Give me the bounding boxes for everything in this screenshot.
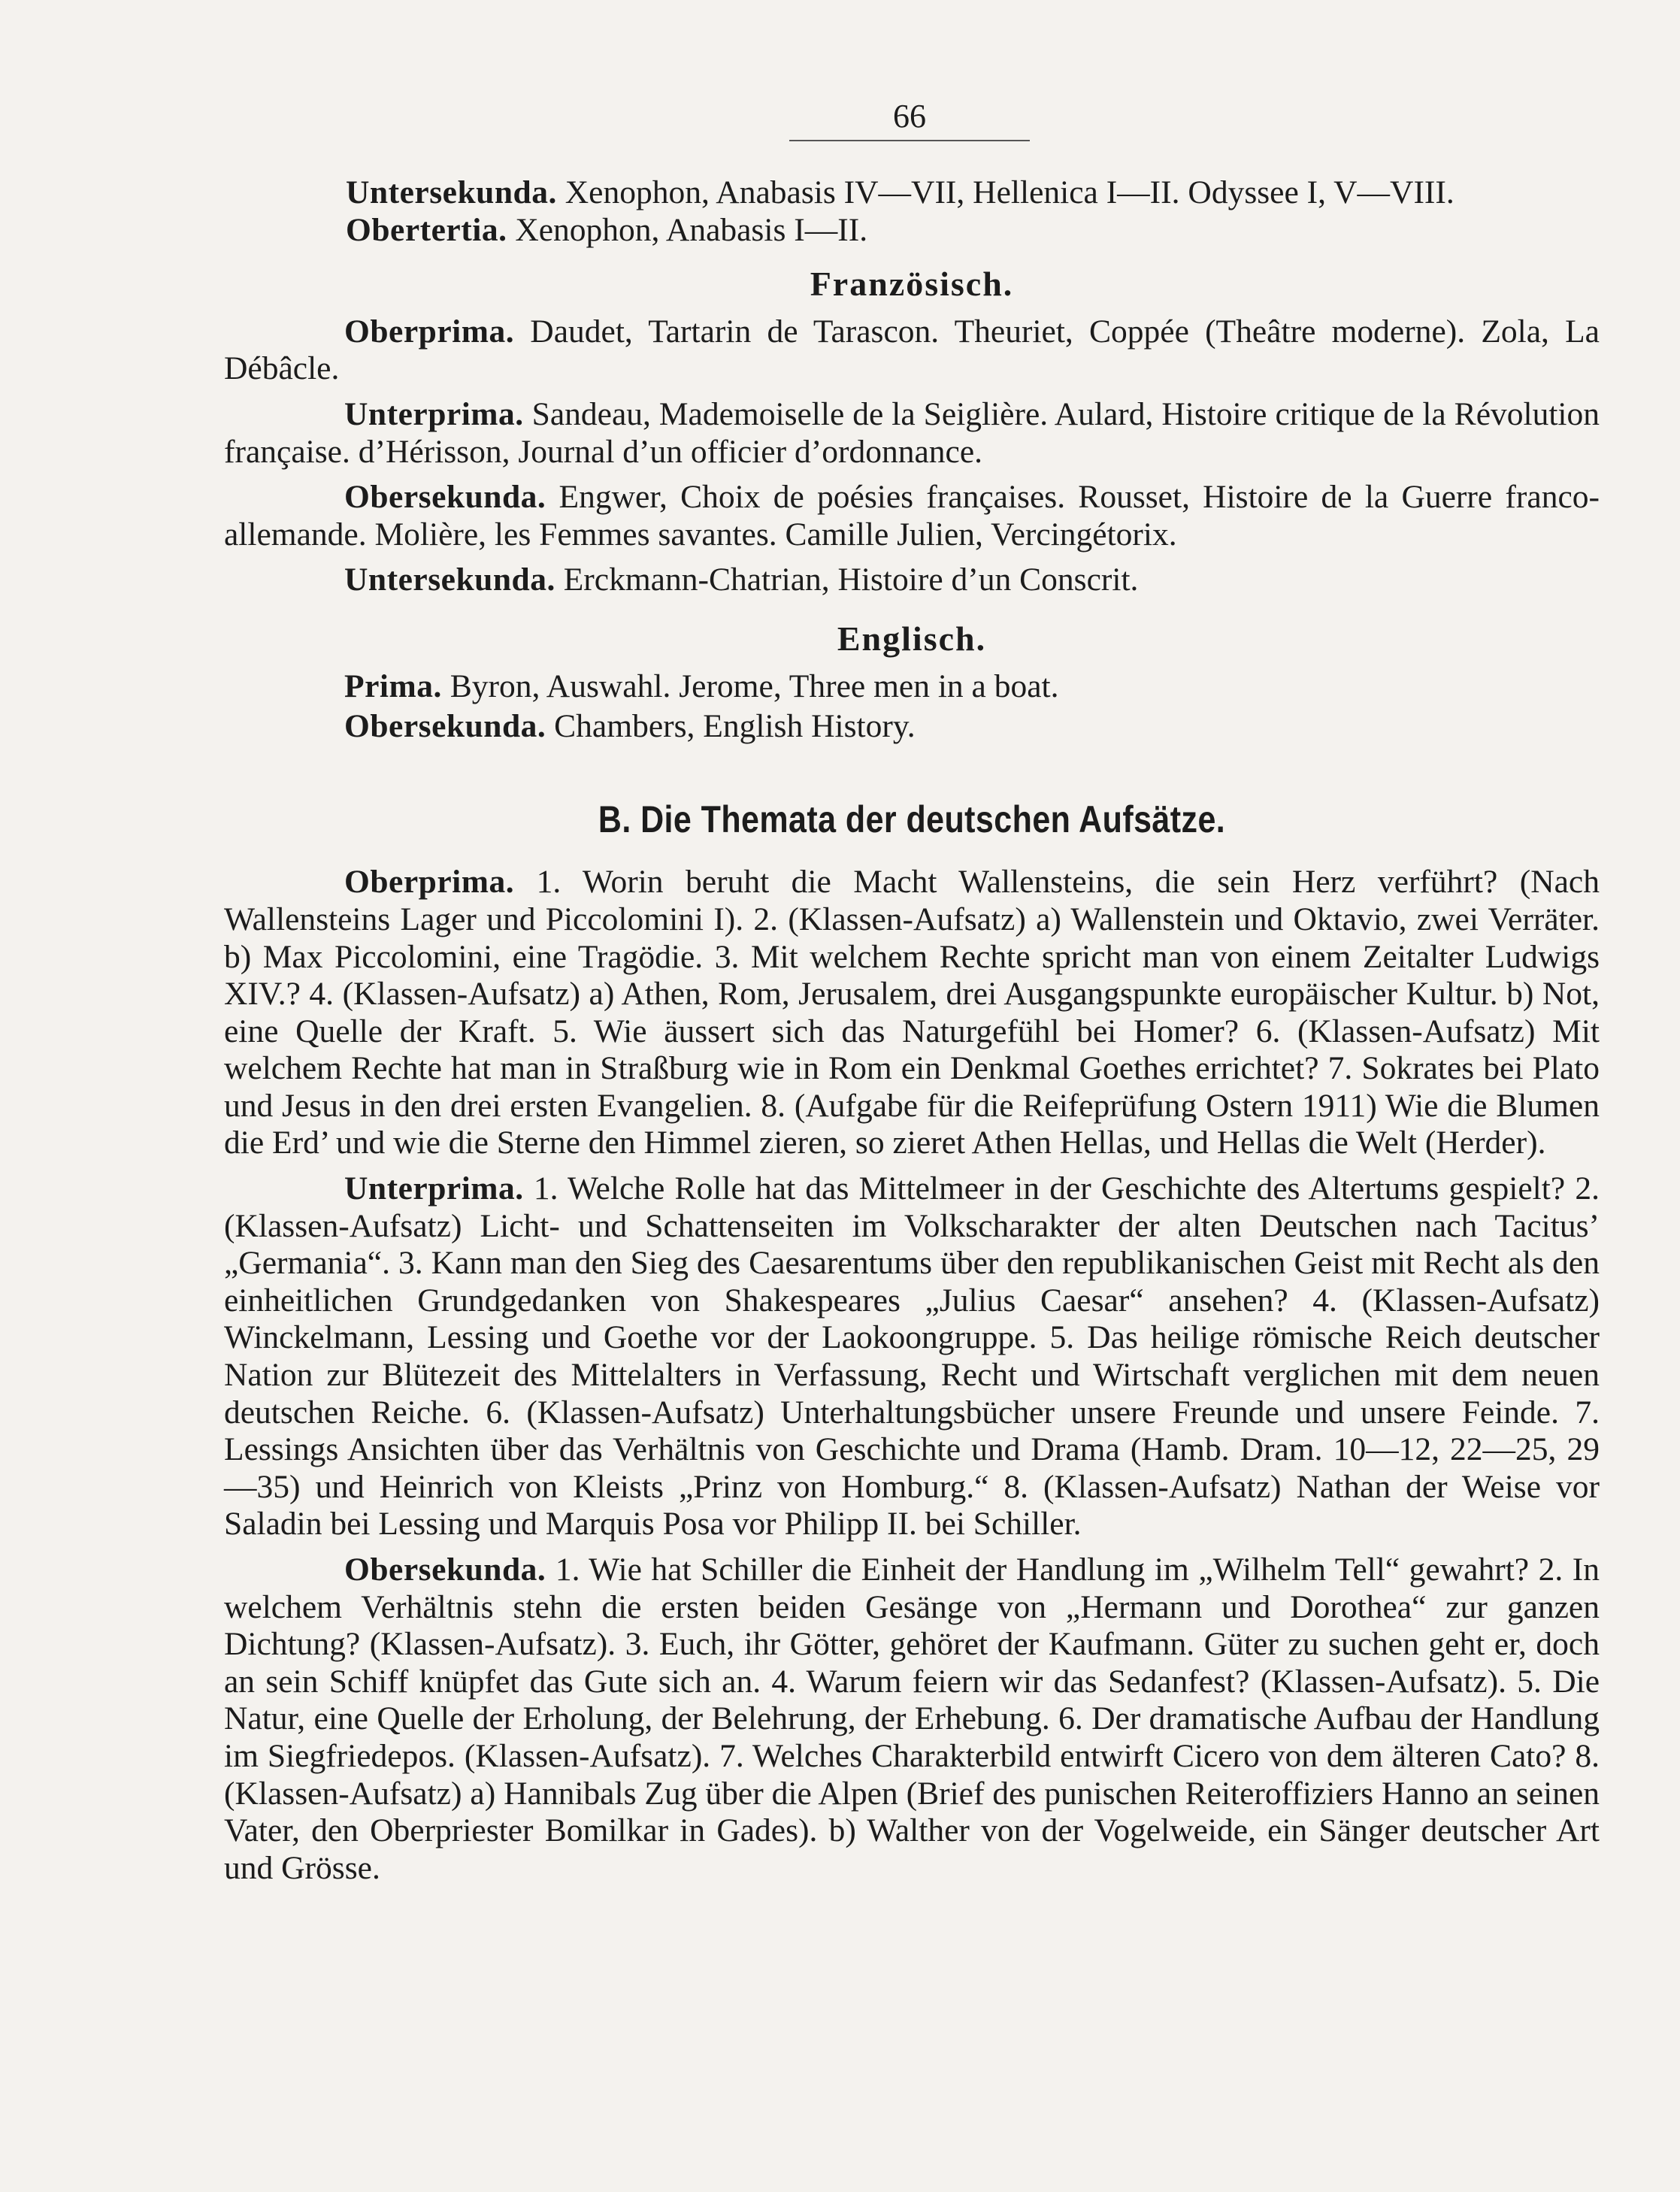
entry-text: Chambers, English History. [554,708,916,745]
entry-text: Xenophon, Anabasis I—II. [515,211,868,248]
entry-text: 1. Worin beruht die Macht Wallensteins, die sein Herz verführt? (Nach Wallensteins Lager und Piccolomini I). 2. (Klassen-Aufsatz) a) Wallenstein und Oktavio, zwei Verräter. b) Max Piccolomini, eine Tragödie. 3. Mit welchem Rechte spricht man von einem Zeitalter Ludwigs XIV.? 4. (Klassen-Aufsatz) a) Athen, Rom, Jerusalem, drei Ausgangspunkte europäischer Kultur. b) Not, eine Quelle der Kraft. 5. Wie äussert sich das Naturgefühl bei Homer? 6. (Klassen-Aufsatz) Mit welchem Rechte hat man in Straßburg wie in Rom ein Denkmal Goethes errichtet? 7. Sokrates bei Plato und Jesus in den drei ersten Evangelien. 8. (Aufgabe für die Reifeprüfung Ostern 1911) Wie die Blumen die Erd’ und wie die Sterne den Himmel zieren, so zieret Athen Hellas, und Hellas die Welt (Herder). [224,864,1600,1161]
entry-label: Obersekunda. [344,479,546,516]
french-entry-oberprima [224,313,1600,388]
greek-entry-untersekunda [224,174,1600,212]
french-entry-unterprima [224,396,1600,471]
entry-label: Untersekunda. [344,562,555,598]
english-entry-prima [224,668,1600,706]
greek-entry-obertertia [224,212,1600,250]
entry-text: Sandeau, Mademoiselle de la Seiglière. Aulard, Histoire critique de la Révolution française. d’Hérisson, Journal d’un officier d’ordonnance. [224,395,1600,470]
entry-label: Unterprima. [344,1170,524,1207]
themes-entry-oberprima [224,864,1600,1162]
entry-text: Byron, Auswahl. Jerome, Three men in a boat. [450,668,1059,704]
entry-label: Obersekunda. [344,708,546,745]
french-entry-untersekunda [224,562,1600,599]
entry-text: Engwer, Choix de poésies françaises. Rousset, Histoire de la Guerre franco-allemande. Molière, les Femmes savantes. Camille Julien, Vercingétorix. [224,479,1600,553]
page-content [224,174,1600,1895]
entry-label: Oberprima. [344,313,515,350]
entry-label: Oberprima. [344,864,515,901]
english-entry-obersekunda [224,708,1600,746]
section-heading-themes: B. Die Themata der deutschen Aufsätze. [598,798,1226,840]
section-heading-french: Französisch. [810,265,1014,304]
entry-label: Obersekunda. [344,1552,546,1588]
entry-text: Erckmann-Chatrian, Histoire d’un Conscrit. [563,562,1139,598]
entry-text: 1. Welche Rolle hat das Mittelmeer in der Geschichte des Altertums gespielt? 2. (Klassen-Aufsatz) Licht- und Schattenseiten im Volkscharakter der alten Deutschen nach Tacitus’ „Germania“. 3. Kann man den Sieg des Caesarentums über den republikanischen Geist mit Recht als den einheitlichen Grundgedanken von Shakespeares „Julius Caesar“ ansehen? 4. (Klassen-Aufsatz) Winckelmann, Lessing und Goethe vor der Laokoongruppe. 5. Das heilige römische Reich deutscher Nation zur Blütezeit des Mittelalters in Verfassung, Recht und Wirtschaft verglichen mit dem neuen deutschen Reiche. 6. (Klassen-Aufsatz) Unterhaltungsbücher unsere Freunde und unsere Feinde. 7. Lessings Ansichten über das Verhältnis von Geschichte und Drama (Hamb. Dram. 10—12, 22—25, 29—35) und Heinrich von Kleists „Prinz von Homburg.“ 8. (Klassen-Aufsatz) Nathan der Weise vor Saladin bei Lessing und Marquis Posa vor Philipp II. bei Schiller. [224,1170,1600,1543]
themes-entry-obersekunda [224,1552,1600,1887]
entry-label: Untersekunda. [346,174,557,210]
entry-text: Daudet, Tartarin de Tarascon. Theuriet, Coppée (Theâtre moderne). Zola, La Débâcle. [224,313,1600,387]
page-number-rule [789,140,1030,141]
page-number: 66 [893,98,926,135]
entry-label: Unterprima. [344,395,524,432]
french-entry-obersekunda [224,479,1600,553]
entry-label: Prima. [344,668,442,704]
section-heading-english: Englisch. [837,619,987,658]
entry-text: 1. Wie hat Schiller die Einheit der Handlung im „Wilhelm Tell“ gewahrt? 2. In welchem Verhältnis stehn die ersten beiden Gesänge von „Hermann und Dorothea“ zur ganzen Dichtung? (Klassen-Aufsatz). 3. Euch, ihr Götter, gehöret der Kaufmann. Güter zu suchen geht er, doch an sein Schiff knüpfet das Gute sich an. 4. Warum feiern wir das Sedanfest? (Klassen-Aufsatz). 5. Die Natur, eine Quelle der Erholung, der Belehrung, der Erhebung. 6. Der dramatische Aufbau der Handlung im Siegfriedepos. (Klassen-Aufsatz). 7. Welches Charakterbild entwirft Cicero von dem älteren Cato? 8. (Klassen-Aufsatz) a) Hannibals Zug über die Alpen (Brief des punischen Reiteroffiziers Hanno an seinen Vater, den Oberpriester Bomilkar in Gades). b) Walther von der Vogelweide, ein Sänger deutscher Art und Grösse. [224,1552,1600,1886]
entry-label: Obertertia. [346,211,507,248]
themes-entry-unterprima [224,1170,1600,1543]
entry-text: Xenophon, Anabasis IV—VII, Hellenica I—II. Odyssee I, V—VIII. [565,174,1454,210]
